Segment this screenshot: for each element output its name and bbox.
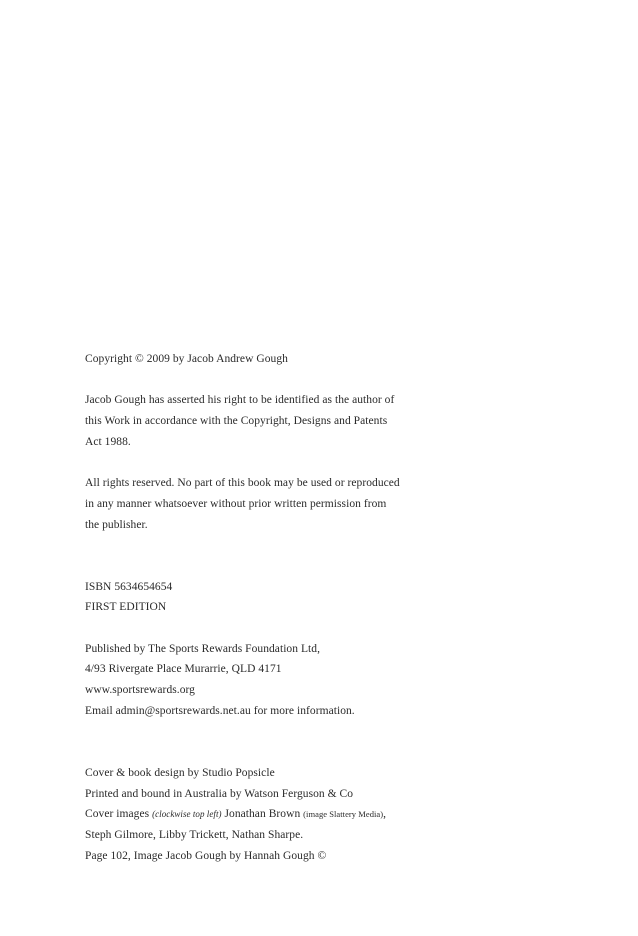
copyright-page-content xyxy=(85,349,445,867)
rights-line-1: All rights reserved. No part of this book may be used or reproduced xyxy=(85,477,400,490)
published-by: Published by The Sports Rewards Foundation Ltd, xyxy=(85,642,321,655)
cover-images-prefix: Cover images xyxy=(85,808,153,821)
production-credits xyxy=(85,763,445,867)
publisher-website: www.sportsrewards.org xyxy=(85,684,195,697)
page-image-credit: Page 102, Image Jacob Gough by Hannah Gough © xyxy=(85,849,327,862)
cover-images-names: Steph Gilmore, Libby Trickett, Nathan Sharpe. xyxy=(85,829,304,842)
cover-images-order-note: (clockwise top left) xyxy=(152,809,222,820)
edition-label: FIRST EDITION xyxy=(85,601,167,614)
cover-images-suffix: , xyxy=(383,808,387,821)
copyright-notice xyxy=(85,349,445,370)
rights-reserved-statement xyxy=(85,473,445,535)
printing-credit: Printed and bound in Australia by Watson Ferguson & Co xyxy=(85,787,354,800)
cover-images-source-note: (image Slattery Media) xyxy=(303,809,384,820)
isbn: ISBN 5634654654 xyxy=(85,580,173,593)
moral-rights-line-3: Act 1988. xyxy=(85,435,131,448)
copyright-line: Copyright © 2009 by Jacob Andrew Gough xyxy=(85,353,288,365)
publisher-address: 4/93 Rivergate Place Murarrie, QLD 4171 xyxy=(85,663,282,676)
rights-line-3: the publisher. xyxy=(85,518,148,531)
cover-images-name: Jonathan Brown xyxy=(221,808,304,821)
edition-info xyxy=(85,577,445,618)
moral-rights-statement xyxy=(85,390,445,452)
publisher-info xyxy=(85,639,445,722)
publisher-email-line: Email admin@sportsrewards.net.au for more information. xyxy=(85,704,355,717)
cover-images-credit xyxy=(85,804,445,825)
moral-rights-line-2: this Work in accordance with the Copyright, Designs and Patents xyxy=(85,415,388,428)
moral-rights-line-1: Jacob Gough has asserted his right to be identified as the author of xyxy=(85,394,395,407)
rights-line-2: in any manner whatsoever without prior written permission from xyxy=(85,497,387,510)
design-credit: Cover & book design by Studio Popsicle xyxy=(85,766,275,779)
